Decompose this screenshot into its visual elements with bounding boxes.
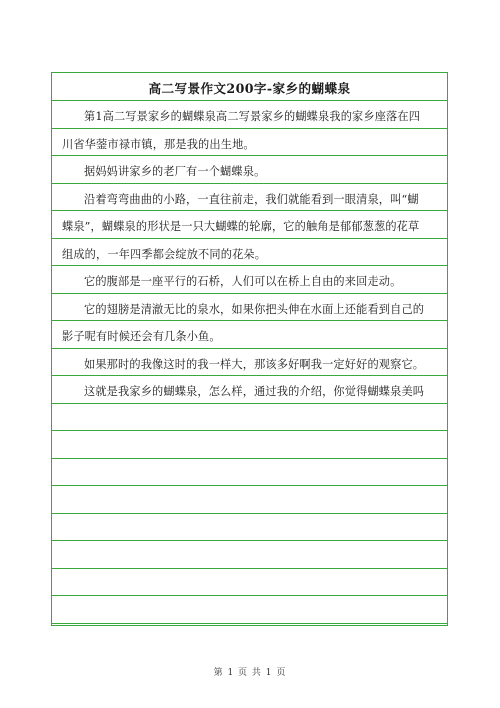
text-line: [52, 349, 447, 377]
text-line: [52, 431, 447, 459]
line-text: 据妈妈讲家乡的老厂有一个蝴蝶泉。: [84, 165, 266, 179]
line-text: 川省华蓥市禄市镇，那是我的出生地。: [62, 137, 255, 151]
text-line: [52, 129, 447, 157]
text-line: [52, 541, 447, 569]
text-line: [52, 404, 447, 432]
line-text: 它的腹部是一座平行的石桥，人们可以在桥上自由的来回走动。: [84, 275, 402, 289]
text-line: [52, 596, 447, 624]
text-line: [52, 266, 447, 294]
text-line: [52, 184, 447, 212]
line-text: 蝶泉”，蝴蝶泉的形状是一只大蝴蝶的轮廓，它的触角是郁郁葱葱的花草: [62, 220, 420, 234]
text-line: [52, 156, 447, 184]
document-title: 高二写景作文200字-家乡的蝴蝶泉: [148, 80, 351, 96]
title-row: [52, 73, 447, 101]
line-text: 这就是我家乡的蝴蝶泉，怎么样，通过我的介绍，你觉得蝴蝶泉美吗: [84, 385, 425, 399]
text-line: [52, 514, 447, 542]
writing-paper: [51, 72, 448, 626]
line-text: 它的翅膀是清澈无比的泉水，如果你把头伸在水面上还能看到自己的: [84, 302, 425, 316]
text-line: [52, 459, 447, 487]
line-text: 沿着弯弯曲曲的小路，一直往前走，我们就能看到一眼清泉，叫“蝴: [84, 192, 419, 206]
line-text: 组成的，一年四季都会绽放不同的花朵。: [62, 247, 267, 261]
page-footer: 第 1 页 共 1 页: [213, 668, 287, 678]
line-text: 影子呢有时候还会有几条小鱼。: [62, 330, 221, 344]
text-line: [52, 624, 447, 652]
line-text: 如果那时的我像这时的我一样大，那该多好啊我一定好好的观察它。: [84, 357, 425, 371]
text-line: [52, 486, 447, 514]
text-line: [52, 239, 447, 267]
text-line: [52, 376, 447, 404]
text-line: [52, 294, 447, 322]
line-text: 第1高二写景家乡的蝴蝶泉高二写景家乡的蝴蝶泉我的家乡座落在四: [84, 110, 421, 124]
text-line: [52, 101, 447, 129]
text-line: [52, 569, 447, 597]
text-line: [52, 211, 447, 239]
text-line: [52, 321, 447, 349]
